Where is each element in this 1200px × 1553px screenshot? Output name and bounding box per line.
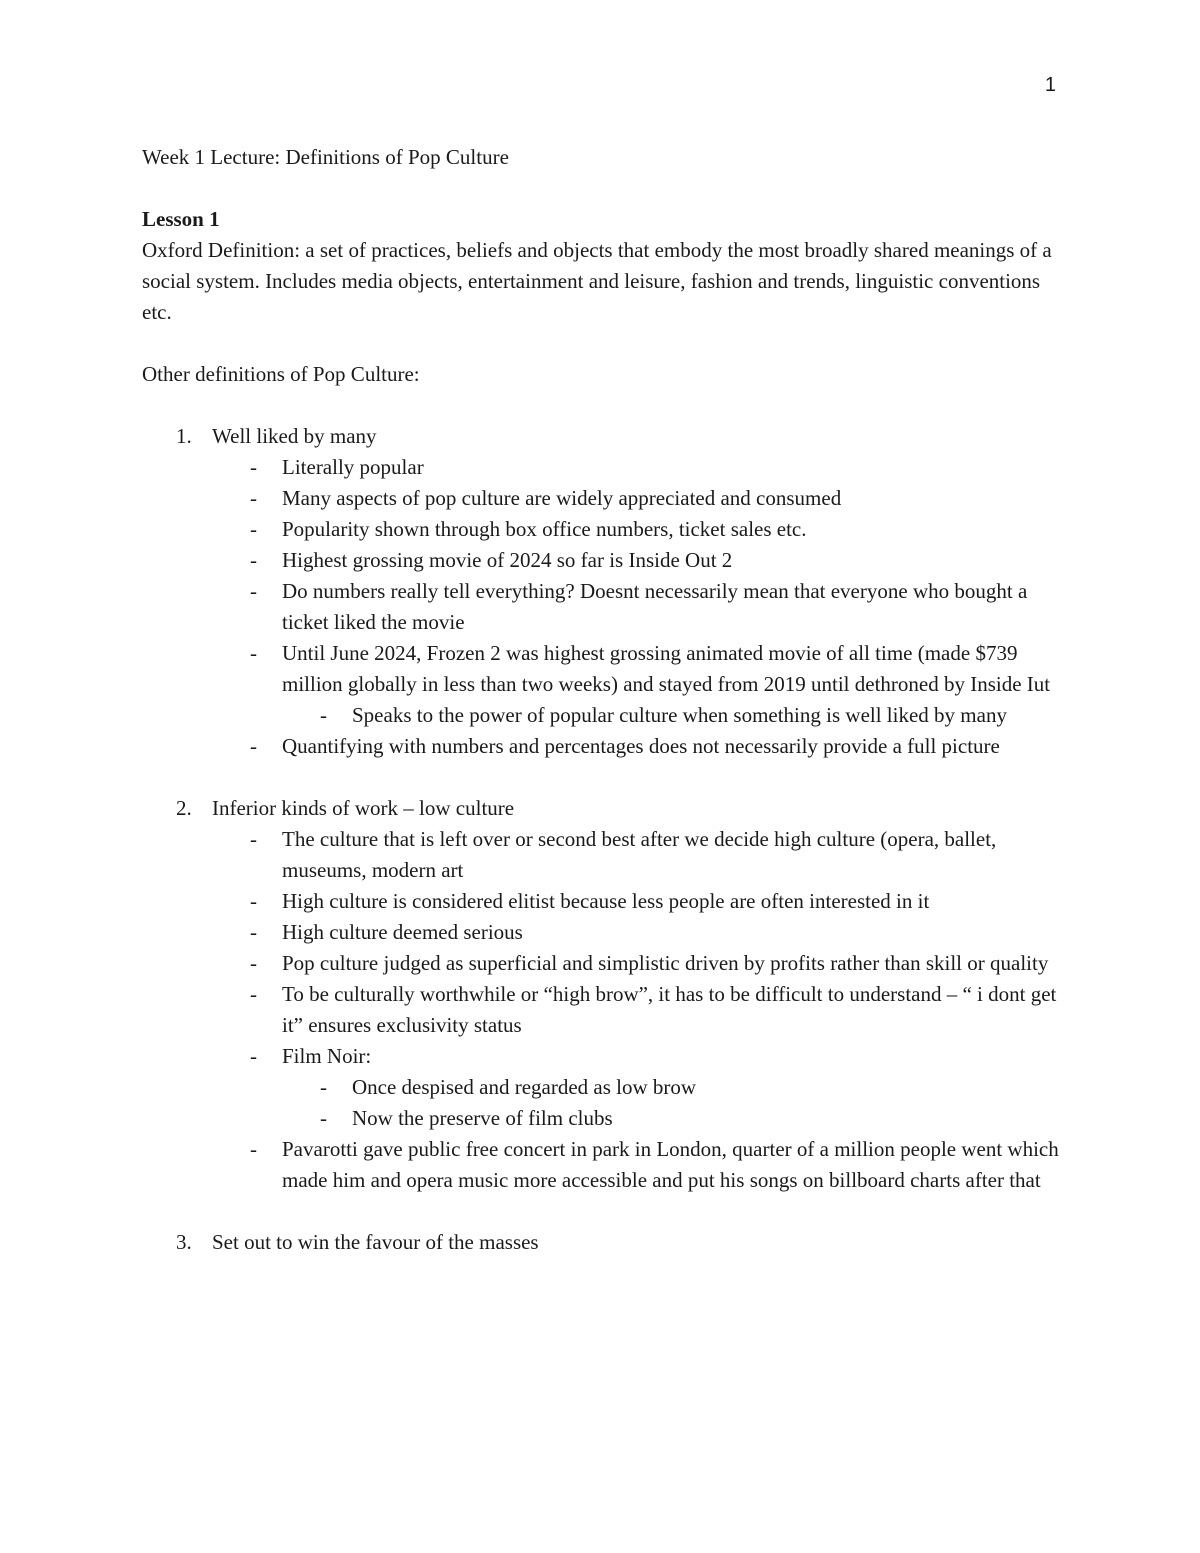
spacer (142, 328, 1062, 359)
bullet-text: Pavarotti gave public free concert in park in London, quarter of a million people went which made him and opera music more accessible and put his songs on billboard charts after that (282, 1137, 1059, 1192)
bullet-text: Pop culture judged as superficial and simplistic driven by profits rather than skill or quality (282, 951, 1049, 975)
sub-bullet-text: Speaks to the power of popular culture when something is well liked by many (352, 703, 1007, 727)
definitions-list (142, 421, 1062, 1258)
definition-item (142, 421, 1062, 762)
bullet-text: Quantifying with numbers and percentages does not necessarily provide a full picture (282, 734, 1000, 758)
dash-bullet: - (250, 951, 257, 975)
document-body (142, 142, 1062, 1258)
spacer (142, 762, 1062, 793)
sub-bullet-point (282, 700, 1062, 731)
bullet-point (212, 576, 1062, 638)
other-definitions-intro: Other definitions of Pop Culture: (142, 362, 420, 386)
definition-heading: Set out to win the favour of the masses (212, 1230, 539, 1254)
dash-bullet: - (250, 982, 257, 1006)
sub-bullet-text: Now the preserve of film clubs (352, 1106, 613, 1130)
definition-item (142, 793, 1062, 1196)
bullet-point (212, 452, 1062, 483)
bullet-text: The culture that is left over or second best after we decide high culture (opera, ballet, museums, modern art (282, 827, 997, 882)
dash-bullet: - (250, 517, 257, 541)
bullet-point (212, 1134, 1062, 1196)
bullet-point (212, 917, 1062, 948)
sub-bullet-point (282, 1103, 1062, 1134)
definition-number: 1. (176, 424, 192, 448)
lesson-heading: Lesson 1 (142, 207, 220, 231)
bullet-point (212, 514, 1062, 545)
dash-bullet: - (250, 734, 257, 758)
bullet-point (212, 979, 1062, 1041)
bullet-text: High culture is considered elitist because less people are often interested in it (282, 889, 930, 913)
spacer (142, 390, 1062, 421)
bullet-text: Literally popular (282, 455, 424, 479)
bullet-point (212, 545, 1062, 576)
dash-bullet: - (320, 1106, 327, 1130)
bullet-point (212, 731, 1062, 762)
bullet-text: Film Noir: (282, 1044, 372, 1068)
oxford-definition: Oxford Definition: a set of practices, beliefs and objects that embody the most broadly shared meanings of a social system. Includes media objects, entertainment and leisure, fashion and trends, linguistic conventions etc. (142, 238, 1052, 324)
definition-heading: Inferior kinds of work – low culture (212, 796, 515, 820)
dash-bullet: - (250, 827, 257, 851)
dash-bullet: - (250, 455, 257, 479)
bullet-list (212, 824, 1062, 1196)
page-number: 1 (1044, 74, 1056, 96)
bullet-point (212, 886, 1062, 917)
dash-bullet: - (250, 548, 257, 572)
definition-number: 3. (176, 1230, 192, 1254)
bullet-point (212, 638, 1062, 731)
bullet-text: Until June 2024, Frozen 2 was highest grossing animated movie of all time (made $739 million globally in less than two weeks) and stayed from 2019 until dethroned by Inside Iut (282, 641, 1051, 696)
dash-bullet: - (250, 1137, 257, 1161)
bullet-text: High culture deemed serious (282, 920, 523, 944)
dash-bullet: - (320, 703, 327, 727)
document-title: Week 1 Lecture: Definitions of Pop Culture (142, 145, 509, 169)
definition-heading: Well liked by many (212, 424, 377, 448)
bullet-text: Many aspects of pop culture are widely appreciated and consumed (282, 486, 842, 510)
sub-bullet-point (282, 1072, 1062, 1103)
bullet-text: Highest grossing movie of 2024 so far is Inside Out 2 (282, 548, 733, 572)
dash-bullet: - (250, 1044, 257, 1068)
definition-number: 2. (176, 796, 192, 820)
dash-bullet: - (250, 889, 257, 913)
dash-bullet: - (320, 1075, 327, 1099)
bullet-point (212, 1041, 1062, 1134)
sub-bullet-text: Once despised and regarded as low brow (352, 1075, 697, 1099)
bullet-point (212, 483, 1062, 514)
sub-bullet-list (282, 700, 1062, 731)
bullet-point (212, 948, 1062, 979)
bullet-text: Do numbers really tell everything? Doesnt necessarily mean that everyone who bought a ticket liked the movie (282, 579, 1028, 634)
sub-bullet-list (282, 1072, 1062, 1134)
bullet-text: To be culturally worthwhile or “high brow”, it has to be difficult to understand – “ i dont get it” ensures exclusivity status (282, 982, 1057, 1037)
dash-bullet: - (250, 579, 257, 603)
dash-bullet: - (250, 920, 257, 944)
spacer (142, 1196, 1062, 1227)
dash-bullet: - (250, 486, 257, 510)
bullet-list (212, 452, 1062, 762)
dash-bullet: - (250, 641, 257, 665)
bullet-point (212, 824, 1062, 886)
definition-item (142, 1227, 1062, 1258)
bullet-text: Popularity shown through box office numbers, ticket sales etc. (282, 517, 807, 541)
